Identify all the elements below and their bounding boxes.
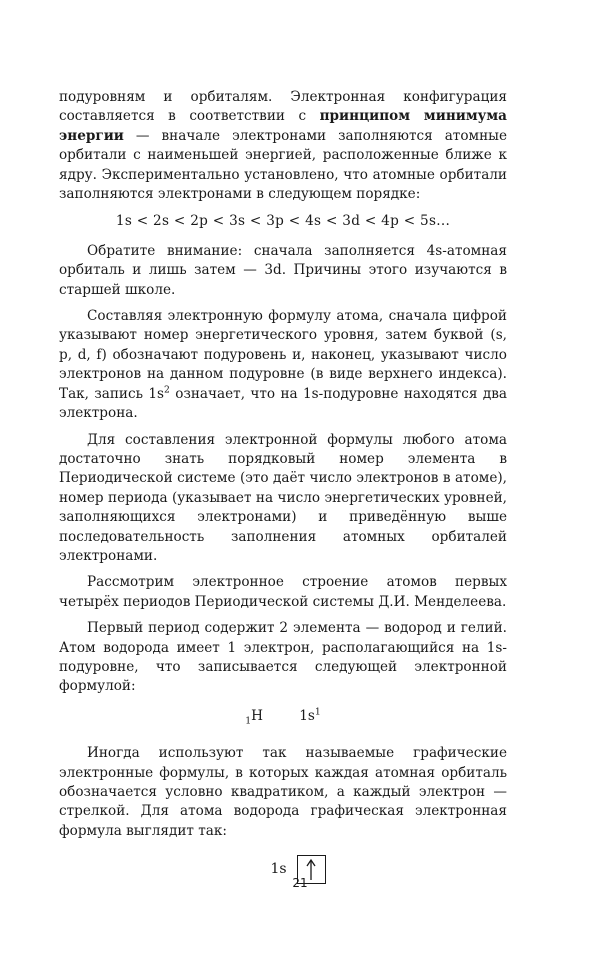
paragraph-7: Иногда используют так называемые графические электронные формулы, в которых каждая атомная орбиталь обозначается условно квадратиком, а каждый электрон — стрелкой. Для атома водорода графическая электронная формула выглядит так: xyxy=(59,745,507,839)
element-symbol xyxy=(245,707,263,727)
element-letter: H xyxy=(251,707,263,724)
atomic-number: 1 xyxy=(245,715,252,727)
hydrogen-electron-formula xyxy=(59,707,507,726)
bold-term: принципом минимума энергии xyxy=(59,108,507,144)
config-superscript: 1 xyxy=(314,706,321,718)
text-fragment: Составляя электронную формулу атома, сначала цифрой указывают номер энергетического уровня, затем буквой (s, p, d, f) обозначают подуровень и, наконец, указывают число электронов на данном подуровне (в виде верхнего индекса). Так, запись 1s xyxy=(59,308,507,402)
page-content xyxy=(59,88,507,884)
text-fragment: означает, что на 1s-подуровне находятся два электрона. xyxy=(59,385,507,422)
orbital-label: 1s xyxy=(270,861,287,878)
page-number: 21 xyxy=(292,876,308,890)
paragraph-6: Первый период содержит 2 элемента — водород и гелий. Атом водорода имеет 1 электрон, располагающийся на 1s-подуровне, что записывается следующей электронной формулой: xyxy=(59,620,507,695)
paragraph-4: Для составления электронной формулы любого атома достаточно знать порядковый номер элемента в Периодической системе (это даёт число электронов в атоме), номер периода (указывает на число энергетических уровней, заполняющихся электронами) и приведённую выше последовательность заполнения атомных орбиталей электронами. xyxy=(59,431,507,564)
paragraph-3 xyxy=(59,307,507,423)
superscript: 2 xyxy=(164,384,170,396)
config-base: 1s xyxy=(299,707,315,724)
text-fragment: подуровням и орбиталям. Электронная конфигурация составляется в соответствии с xyxy=(59,89,507,125)
paragraph-2: Обратите внимание: сначала заполняется 4s-атомная орбиталь и лишь затем — 3d. Причины этого изучаются в старшей школе. xyxy=(59,242,507,298)
text-fragment: — вначале электронами заполняются атомные орбитали с наименьшей энергией, расположенные ближе к ядру. Экспериментально установлено, что атомные орбитали заполняются электронами в следующем порядке: xyxy=(59,127,507,203)
electron-config xyxy=(299,708,321,724)
orbital-order-formula: 1s < 2s < 2p < 3s < 3p < 4s < 3d < 4p < 5s... xyxy=(115,213,451,230)
paragraph-5: Рассмотрим электронное строение атомов первых четырёх периодов Периодической системы Д.И. Менделеева. xyxy=(59,574,507,610)
paragraph-1 xyxy=(59,88,507,204)
